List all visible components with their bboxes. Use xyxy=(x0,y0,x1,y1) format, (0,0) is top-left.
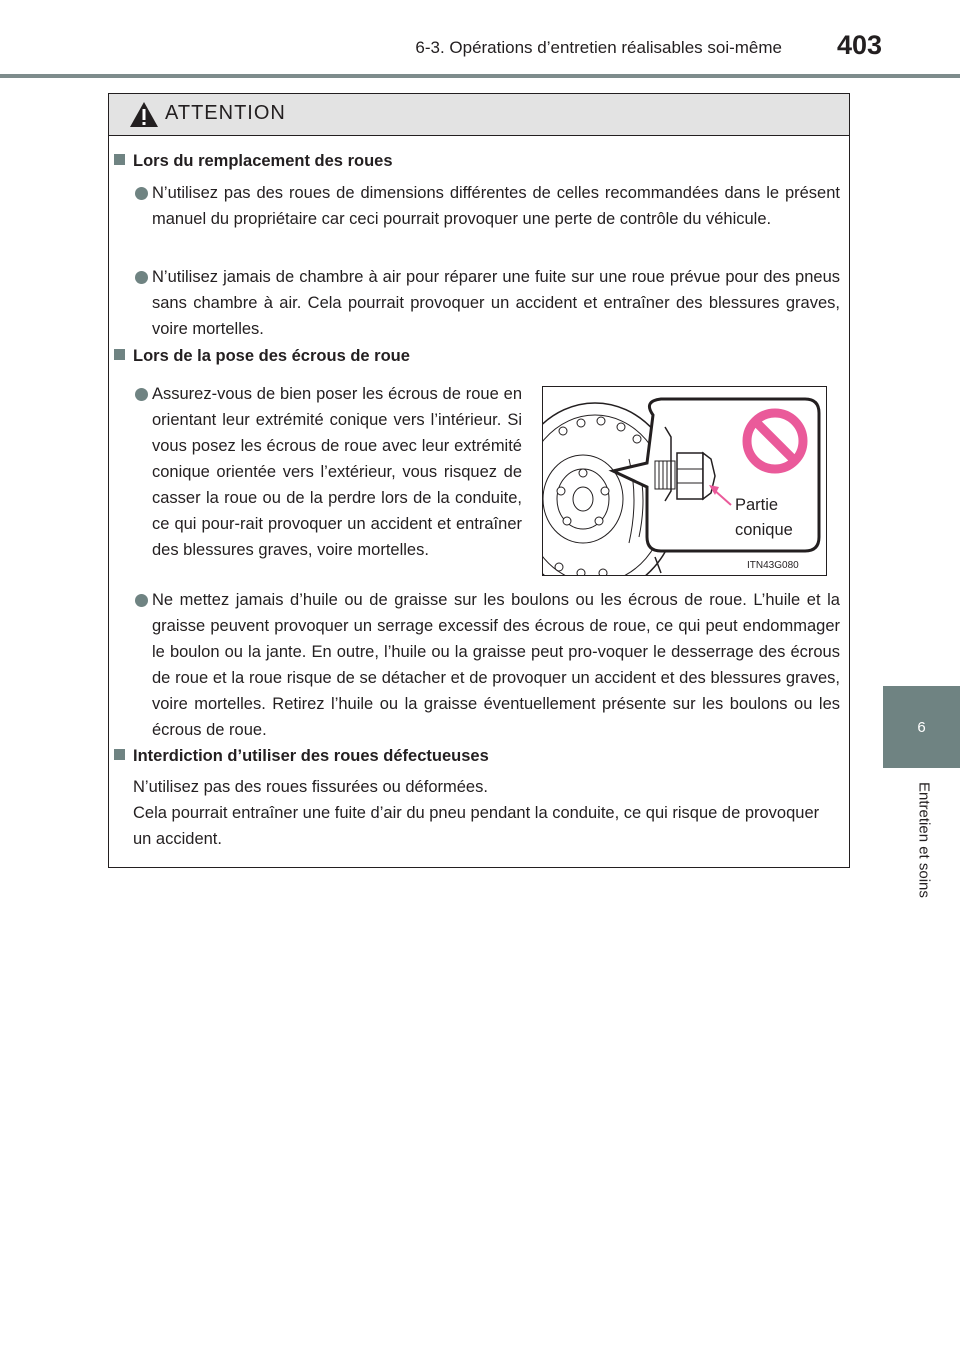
section-heading: Interdiction d’utiliser des roues défectueuses xyxy=(114,747,489,766)
bullet-text: N’utilisez pas des roues de dimensions différentes de celles recommandées dans le présent manuel du propriétaire car ceci pourrait provoquer une perte de contrôle du véhicule. xyxy=(152,184,840,228)
chapter-label: Entretien et soins xyxy=(915,782,933,898)
figure-label: Partie conique xyxy=(735,496,793,539)
chapter-number: 6 xyxy=(917,718,926,736)
round-bullet-icon xyxy=(135,271,148,284)
section-heading: Lors de la pose des écrous de roue xyxy=(114,347,410,366)
page-number: 403 xyxy=(836,30,882,60)
round-bullet-icon xyxy=(135,187,148,200)
bullet-text: Ne mettez jamais d’huile ou de graisse sur les boulons ou les écrous de roue. L’huile et la graisse peuvent provoquer un serrage excessif des écrous de roue, ce qui peut endommager le boulon ou la jante. En outre, l’huile ou la graisse peut pro-voquer le desserrage des écrous de roue et la roue risque de se détacher et de provoquer un accident et des blessures graves, voire mortelles. Retirez l’huile ou la graisse éventuellement présente sur les boulons ou les écrous de roue. xyxy=(152,591,840,739)
square-bullet-icon xyxy=(114,349,125,360)
wheel-nut-illustration xyxy=(543,387,827,576)
bullet-text: N’utilisez jamais de chambre à air pour réparer une fuite sur une roue prévue pour des pneus sans chambre à air. Cela pourrait provoquer un accident et entraîner des blessures graves, voire mortelles. xyxy=(152,268,840,338)
header-rule xyxy=(0,74,960,78)
chapter-tab[interactable] xyxy=(883,686,960,768)
square-bullet-icon xyxy=(114,749,125,760)
bullet-text: Assurez-vous de bien poser les écrous de roue en orientant leur extrémité conique vers l’intérieur. Si vous posez les écrous de roue avec leur extrémité conique orientée vers l’extérieur, vous risquez de casser la roue ou de la perdre lors de la conduite, ce qui pour-rait provoquer un accident et entraîner des blessures graves, voire mortelles. xyxy=(152,385,522,559)
section-heading: Lors du remplacement des roues xyxy=(114,152,393,171)
warning-triangle-icon xyxy=(129,101,159,128)
attention-header xyxy=(109,94,849,136)
body-text: N’utilisez pas des roues fissurées ou déformées. Cela pourrait entraîner une fuite d’air du pneu pendant la conduite, ce qui risque de provoquer un accident. xyxy=(133,778,820,848)
wheel-nut-figure xyxy=(542,386,827,576)
figure-code: ITN43G080 xyxy=(747,560,799,571)
section-title: 6-3. Opérations d’entretien réalisables soi-même xyxy=(415,38,782,57)
round-bullet-icon xyxy=(135,388,148,401)
round-bullet-icon xyxy=(135,594,148,607)
attention-title: ATTENTION xyxy=(165,102,286,124)
square-bullet-icon xyxy=(114,154,125,165)
page-header xyxy=(0,0,960,80)
